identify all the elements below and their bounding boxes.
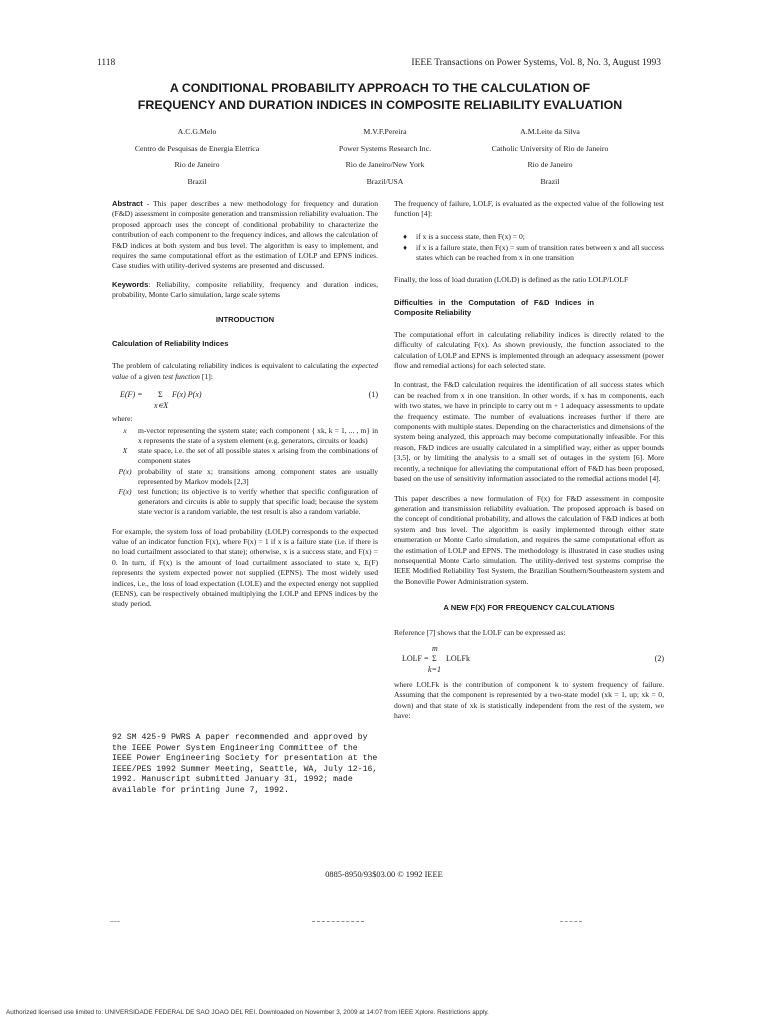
paragraph-computational-effort: The computational effort in calculating reliability indices is directly related to the difficulty of calculating F(x). As shown previously, the function associated to the calculation of LOLP and EPNS is implemented through an adequacy assessment (power flow and remedial actions) for each selected state.: [394, 329, 664, 371]
definition-text: m-vector representing the system state; each component { xk, k = 1, ... , m} in x represents the state of a system element (e.g. generators, circuits or loads): [138, 425, 378, 445]
author-name: A.M.Leite da Silva: [520, 127, 580, 136]
definition-list: [112, 426, 378, 518]
paragraph-reference: Reference [7] shows that the LOLF can be expressed as:: [394, 627, 566, 637]
paper-title: [80, 80, 680, 114]
subsection-heading: Calculation of Reliability Indices: [112, 339, 229, 349]
paragraph-fd-calculation: In contrast, the F&D calculation requires the identification of all success states which can be reached from x in one transition. In other words, if x has m components, each with two states, we have in principle to carry out m + 1 adequacy assessments to update the frequency estimate. The number of evaluations increases further if there are components with multiple states. Depending on the characteristics and dimensions of the system being analyzed, this approach may become computationally infeasible. For this reason, F&D indices are usually calculated in a simplified way, either as upper bounds [3,5], or by limiting the analysis to a small set of outages in the system [6]. More recently, a technique for alleviating the computational effort of F&D has been proposed, based on the use of sensitivity information associated to the remedial actions model [4].: [394, 380, 664, 484]
equation-sum-symbol: Σ: [158, 390, 163, 400]
author-city: Rio de Janeiro: [174, 160, 220, 169]
definition-symbol: X: [122, 446, 128, 456]
equation-lhs: E(F) =: [120, 390, 143, 400]
abstract: [112, 199, 378, 272]
equation-sum-symbol: Σ: [432, 653, 437, 663]
keywords-label: Keywords: [112, 279, 149, 289]
definition-symbol: F(x): [118, 486, 132, 496]
bullet-list: [394, 232, 664, 264]
author-country: Brazil: [187, 176, 207, 186]
equation-rhs: F(x) P(x): [172, 390, 202, 400]
equation-2: [394, 644, 664, 676]
bullet-icon: ♦: [403, 243, 407, 253]
author-city: Rio de Janeiro/New York: [345, 160, 425, 169]
author-block-3: [460, 124, 640, 190]
author-affiliation: Power Systems Research Inc.: [338, 143, 432, 153]
equation-rhs: LOLFk: [446, 653, 470, 663]
equation-number: (2): [654, 653, 664, 663]
paragraph-lolf: The frequency of failure, LOLF, is evaluated as the expected value of the following test function [4]:: [394, 199, 664, 219]
equation-lhs: LOLF =: [402, 653, 429, 663]
definition-text: state space, i.e. the set of all possible states x arising from the combinations of component states: [138, 446, 378, 466]
copyright-line: 0885-8950/93$03.00 © 1992 IEEE: [325, 870, 443, 879]
text-run: of a given: [128, 371, 163, 381]
license-footer: Authorized licensed use limited to: UNIVERSIDADE FEDERAL DE SAO JOAO DEL REI. Downloaded on November 3, 2009 at 14:07 from IEEE Xplore. Restrictions apply.: [6, 1009, 489, 1016]
definition-item: [112, 446, 378, 466]
author-name: M.V.F.Pereira: [363, 127, 407, 136]
author-name: A.C.G.Melo: [177, 127, 217, 136]
definition-item: [112, 487, 378, 518]
text-run-italic: expected value: [112, 361, 378, 381]
text-run: [1]:: [199, 371, 213, 381]
equation-number: (1): [368, 390, 378, 400]
keywords: [112, 280, 378, 301]
equation-subscript: k=1: [428, 664, 441, 674]
page-number: 1118: [97, 58, 116, 68]
definition-item: [112, 426, 378, 446]
left-column: [112, 199, 378, 619]
equation-1: [112, 390, 378, 414]
author-block-1: [112, 124, 282, 190]
introduction-heading: INTRODUCTION: [215, 314, 275, 324]
journal-header: IEEE Transactions on Power Systems, Vol. 8, No. 3, August 1993: [411, 58, 661, 68]
text-run-italic: test function: [162, 371, 200, 381]
section-heading-new-fx: A NEW F(X) FOR FREQUENCY CALCULATIONS: [443, 603, 615, 613]
right-column: [394, 199, 664, 731]
scan-artifact-line: [312, 921, 364, 922]
scan-artifact-line: [560, 921, 582, 922]
author-affiliation: Catholic University of Rio de Janeiro: [491, 143, 609, 153]
manuscript-footnote: 92 SM 425-9 PWRS A paper recommended and approved by the IEEE Power System Engineering Committee of the IEEE Power Engineering Society for presentation at the IEEE/PES 1992 Summer Meeting, Seattle, WA, July 12-16, 1992. Manuscript submitted January 31, 1992; made available for printing June 7, 1992.: [112, 733, 378, 795]
equation-subscript: x∊X: [154, 401, 169, 411]
abstract-text: - This paper describes a new methodology for frequency and duration (F&D) assessment in composite generation and transmission reliability evaluation. The proposed approach uses the concept of conditional probability to characterize the contribution of each component to the frequency indices, and allows the calculation of F&D indices at both system and bus level. The algorithm is easy to implement, and requires the same computational effort as the estimation of LOLP and EPNS indices. Case studies with utility-derived systems are presented and discussed.: [112, 199, 378, 271]
title-line-1: A CONDITIONAL PROBABILITY APPROACH TO THE CALCULATION OF: [169, 81, 591, 95]
equation-upper-limit: m: [432, 643, 438, 653]
author-country: Brazil: [540, 176, 560, 186]
definition-text: test function; its objective is to verify whether that specific configuration of generators and circuits is able to supply that specific load; because the system state vector is a random variable, the test result is also a random variable.: [138, 486, 378, 517]
definition-item: [112, 467, 378, 487]
scan-artifact-line: [110, 921, 120, 922]
author-block-2: [310, 124, 460, 190]
paragraph-test-function: [112, 361, 378, 382]
author-affiliation: Centro de Pesquisas de Energia Eletrica: [134, 143, 260, 153]
bullet-icon: ♦: [403, 231, 407, 241]
text-run: The problem of calculating reliability indices is equivalent to calculating the: [112, 361, 352, 371]
definition-symbol: P(x): [118, 466, 132, 476]
paragraph-new-formulation: This paper describes a new formulation of F(x) for F&D assessment in composite generation and transmission reliability evaluation. The proposed approach is based on the concept of conditional probability, and allows the calculation of F&D indices at both system and bus level. The algorithm is easily implemented through either state enumeration or Monte Carlo simulation, and requires the same computational effort as the estimation of LOLP and EPNS. The methodology is illustrated in case studies using nonsequential Monte Carlo simulation. The utility-derived test systems comprise the IEEE Modified Reliability Test System, the Brazilian Southern/Southeastern system and the Boneville Power Administration system.: [394, 493, 664, 586]
definition-text: probability of state x; transitions among component states are usually represented by Markov models [2,3]: [138, 466, 378, 486]
author-country: Brazil/USA: [366, 176, 404, 186]
definition-symbol: x: [123, 425, 127, 435]
bullet-item: [394, 232, 664, 242]
bullet-text: if x is a failure state, then F(x) = sum of transition rates between x and all success states which can be reached from x in one transition: [416, 243, 664, 263]
abstract-label: Abstract: [112, 199, 143, 208]
author-city: Rio de Janeiro: [527, 160, 573, 169]
paragraph-lolp-example: For example, the system loss of load probability (LOLP) corresponds to the expected value of an indicator function F(x), where F(x) = 1 if x is a failure state (i.e. if there is no load curtailment associated to that state); otherwise, x is a success state, and F(x) = 0. In turn, if F(x) is the amount of load curtailment associated to state x, E(F) represents the system expected power not supplied (EPNS). The most widely used indices, i.e., the loss of load expectation (LOLE) and the expected energy not supplied (EENS), can be respectively obtained multiplying the LOLP and EPNS indices by the study period.: [112, 526, 378, 609]
keywords-text: : Reliability, composite reliability, frequency and duration indices, probability, Monte Carlo simulation, large scale sytems: [112, 279, 378, 300]
title-line-2: FREQUENCY AND DURATION INDICES IN COMPOSITE RELIABILITY EVALUATION: [137, 98, 623, 112]
paragraph-lold: Finally, the loss of load duration (LOLD) is defined as the ratio LOLP/LOLF: [394, 275, 629, 285]
section-heading-difficulties: Difficulties in the Computation of F&D Indices in Composite Reliability: [394, 297, 594, 317]
bullet-text: if x is a success state, then F(x) = 0;: [416, 231, 525, 241]
bullet-item: [394, 243, 664, 263]
where-label: where:: [112, 414, 133, 424]
paragraph-lolfk: where LOLFk is the contribution of component k to system frequency of failure. Assuming that the component is represented by a two-state model (xk = 1, up; xk = 0, down) and that state of xk is statistically independent from the rest of the system, we have:: [394, 679, 664, 721]
